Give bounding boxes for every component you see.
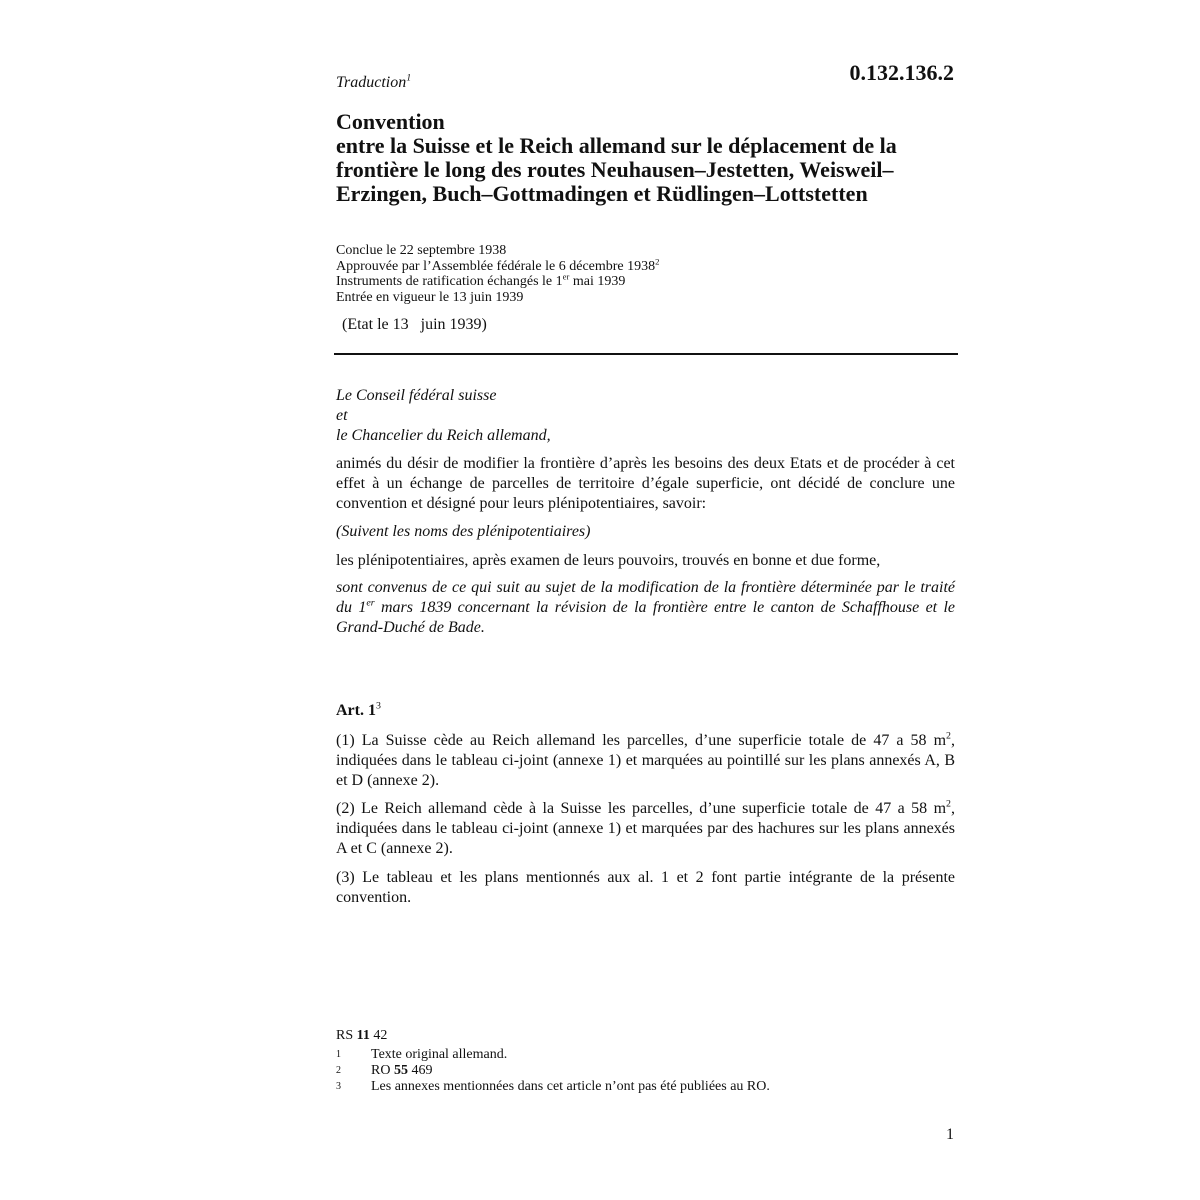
document-title (336, 110, 958, 206)
footnote-ref[interactable]: 3 (375, 700, 381, 712)
enactment-info (336, 243, 659, 305)
footnote-ref[interactable]: 1 (406, 72, 412, 84)
preamble-paragraph: sont convenus de ce qui suit au sujet de la modification de la frontière déterminée par le traité du 1er mars 1839 concernant la révision de la frontière entre le canton de Schaffhouse et le Grand-Duché de Bade. (336, 579, 956, 636)
title-line: frontière le long des routes Neuhausen–Jestetten, Weisweil– (336, 157, 894, 182)
footnote: 2 RO 55 469 (336, 1063, 433, 1078)
article-heading: Art. $1^3$ (336, 700, 381, 719)
title-line: Convention (336, 109, 445, 134)
separator-rule (334, 353, 958, 355)
footnote: 3 Les annexes mentionnées dans cet article n’ont pas été publiées au RO. (336, 1079, 770, 1094)
preamble-paragraph: animés du désir de modifier la frontière d’après les besoins des deux Etats et de procéder à cet effet à un échange de parcelles de territoire d’égale superficie, ont décidé de conclure une convention et désigné pour leurs plénipotentiaires, savoir: (336, 455, 955, 512)
approved-date: Approuvée par l’Assemblée fédérale le 6 décembre 1938$^2$ (336, 255, 660, 274)
footnotes (336, 1047, 770, 1095)
translation-label: Traduction$^1$ (336, 72, 412, 91)
title-line: Erzingen, Buch–Gottmadingen et Rüdlingen–Lottstetten (336, 181, 868, 206)
article-paragraph: (2) Le Reich allemand cède à la Suisse les parcelles, d’une superficie totale de 47 a 58 $m^2$, indiquées dans le tableau ci-joint (annexe 1) et marquées par des hachures sur les plans annexés A et C (annexe 2). (336, 798, 955, 857)
preamble-paragraph: les plénipotentiaires, après examen de leurs pouvoirs, trouvés en bonne et due forme, (336, 552, 881, 569)
contracting-parties: Le Conseil fédéral suisse et le Chancelier du Reich allemand, (336, 387, 551, 444)
document-page (336, 0, 958, 1200)
systematic-number: 0.132.136.2 (849, 60, 954, 85)
footnote: 1 Texte original allemand. (336, 1047, 508, 1062)
page-number: 1 (946, 1126, 954, 1143)
title-line: entre la Suisse et le Reich allemand sur le déplacement de la (336, 133, 897, 158)
concluded-date: Conclue le 22 septembre 1938 (336, 243, 507, 258)
ratification-date: Instruments de ratification échangés le 1er mai 1939 (336, 271, 626, 289)
entry-into-force-date: Entrée en vigueur le 13 juin 1939 (336, 289, 524, 305)
footnote-ref[interactable]: 2 (655, 255, 660, 266)
article-paragraph: (3) Le tableau et les plans mentionnés aux al. 1 et 2 font partie intégrante de la présente convention. (336, 869, 955, 906)
status-date: (Etat le 13 juin 1939) (342, 316, 487, 333)
rs-reference: RS 11 42 (336, 1028, 388, 1043)
plenipotentiaries-note: (Suivent les noms des plénipotentiaires) (336, 523, 591, 540)
article-paragraph: (1) La Suisse cède au Reich allemand les parcelles, d’une superficie totale de 47 a 58 $m^2$, indiquées dans le tableau ci-joint (annexe 1) et marquées au pointillé sur les plans annexés A, B et D (annexe 2). (336, 730, 955, 789)
